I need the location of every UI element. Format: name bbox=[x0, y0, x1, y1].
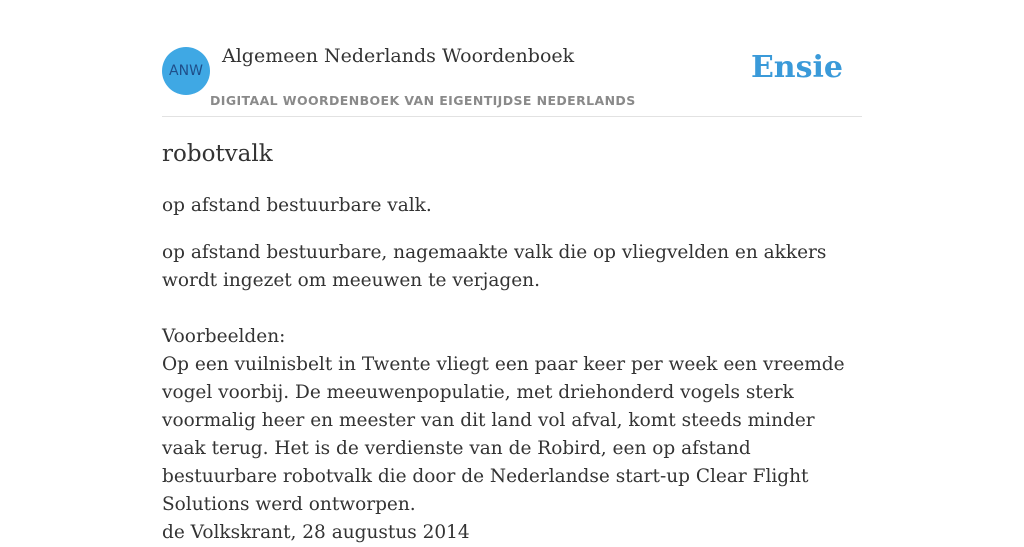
headword: robotvalk bbox=[162, 141, 273, 167]
logo-text: ANW bbox=[169, 63, 203, 79]
short-definition: op afstand bestuurbare valk. bbox=[162, 195, 432, 216]
example-source: de Volkskrant, 28 augustus 2014 bbox=[162, 522, 470, 543]
ensie-brand-link[interactable]: Ensie bbox=[750, 50, 843, 85]
site-subtitle: DIGITAAL WOORDENBOEK VAN EIGENTIJDSE NEDERLANDS bbox=[210, 93, 636, 108]
long-definition: op afstand bestuurbare, nagemaakte valk die op vliegvelden en akkers wordt ingezet om meeuwen te verjagen. bbox=[162, 242, 827, 291]
example-text: Op een vuilnisbelt in Twente vliegt een paar keer per week een vreemde vogel voorbij. De meeuwenpopulatie, met driehonderd vogels sterk voormalig heer en meester van dit land vol afval, komt steeds minder vaak terug. Het is de verdienste van de Robird, een op afstand bestuurbare robotvalk die door de Nederlandse start-up Clear Flight Solutions werd ontworpen. bbox=[162, 354, 845, 515]
entry-content bbox=[162, 136, 862, 547]
anw-logo[interactable] bbox=[162, 47, 210, 95]
site-header bbox=[162, 0, 862, 117]
site-title[interactable]: Algemeen Nederlands Woordenboek bbox=[222, 45, 575, 67]
examples-label: Voorbeelden: bbox=[162, 326, 286, 347]
